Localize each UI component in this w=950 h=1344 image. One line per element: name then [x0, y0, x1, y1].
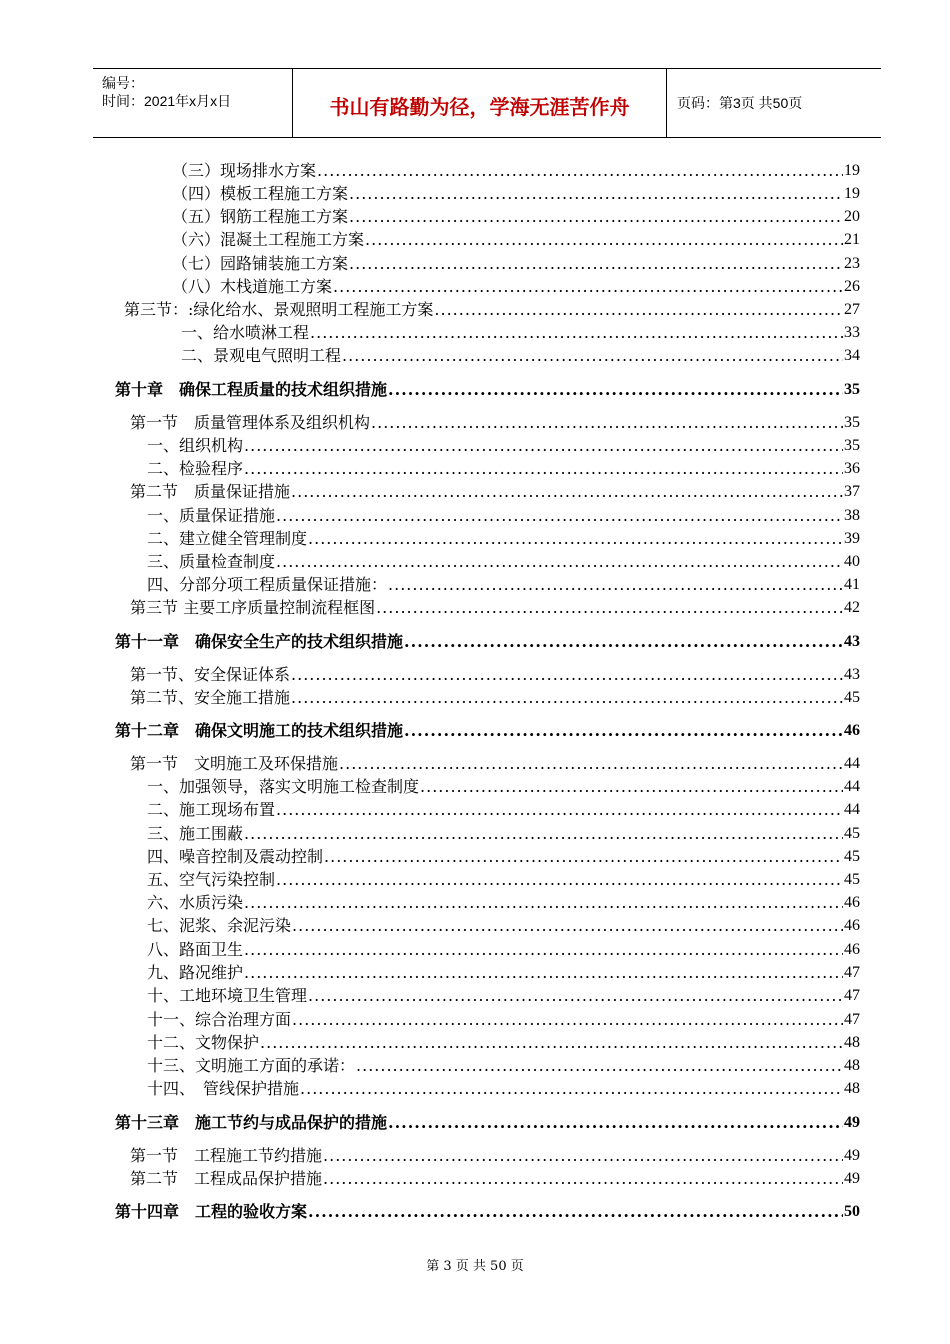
toc-entry[interactable]: 八、路面卫生 ..... 46: [147, 938, 860, 960]
toc-entry[interactable]: 三、质量检查制度 ..... 40: [147, 550, 860, 572]
toc-entry[interactable]: 六、水质污染 ..... 46: [147, 891, 860, 913]
toc-entry[interactable]: 三、施工围蔽 ..... 45: [147, 822, 860, 844]
toc-entry[interactable]: 十、工地环境卫生管理 ..... 47: [147, 984, 860, 1006]
toc-chapter[interactable]: 第十一章 确保安全生产的技术组织措施 ..... 43: [115, 630, 860, 652]
toc-entry[interactable]: 第一节、安全保证体系 ..... 43: [130, 663, 860, 685]
toc-entry[interactable]: （六）混凝土工程施工方案 ..... 21: [172, 228, 860, 250]
header-page-label: 页码：第3页 共50页: [677, 95, 803, 111]
toc-entry[interactable]: 四、分部分项工程质量保证措施： ..... 41: [147, 573, 860, 595]
toc-entry[interactable]: 一、加强领导，落实文明施工检查制度 ..... 44: [147, 775, 860, 797]
header-motto: 书山有路勤为径，学海无涯苦作舟: [329, 95, 630, 119]
toc-entry[interactable]: 二、建立健全管理制度 ..... 39: [147, 527, 860, 549]
toc-entry[interactable]: 第二节、安全施工措施 ..... 45: [130, 686, 860, 708]
toc-entry[interactable]: 十二、文物保护 ..... 48: [147, 1031, 860, 1053]
toc-entry[interactable]: （五）钢筋工程施工方案 ..... 20: [172, 205, 860, 227]
toc-entry[interactable]: 七、泥浆、余泥污染 ..... 46: [147, 914, 860, 936]
toc-entry[interactable]: 四、噪音控制及震动控制 ..... 45: [147, 845, 860, 867]
toc-entry[interactable]: 一、给水喷淋工程 ..... 33: [181, 321, 860, 343]
toc-entry[interactable]: 五、空气污染控制 ..... 45: [147, 868, 860, 890]
toc-entry[interactable]: 第一节 质量管理体系及组织机构 ..... 35: [130, 411, 860, 433]
toc-entry[interactable]: 第三节 主要工序质量控制流程框图 ..... 42: [130, 596, 860, 618]
toc-entry[interactable]: （八）木栈道施工方案 ..... 26: [172, 275, 860, 297]
toc-entry[interactable]: （四）模板工程施工方案 ..... 19: [172, 182, 860, 204]
toc-entry[interactable]: （三）现场排水方案 ..... 19: [172, 159, 860, 181]
document-time-label: 时间：2021年x月x日: [102, 93, 232, 109]
document-number-label: 编号：: [102, 75, 144, 91]
page-footer: 第 3 页 共 50 页: [426, 1259, 524, 1274]
toc-entry[interactable]: （七）园路铺装施工方案 ..... 23: [172, 252, 860, 274]
toc-entry[interactable]: 二、施工现场布置 ..... 44: [147, 798, 860, 820]
toc-entry[interactable]: 第三节：:绿化给水、景观照明工程施工方案 ..... 27: [124, 298, 860, 320]
toc-entry[interactable]: 第二节 质量保证措施 ..... 37: [130, 480, 860, 502]
toc-chapter[interactable]: 第十章 确保工程质量的技术组织措施 ..... 35: [115, 378, 860, 400]
toc-entry[interactable]: 第一节 文明施工及环保措施 ..... 44: [130, 752, 860, 774]
toc-entry[interactable]: 一、组织机构 ..... 35: [147, 434, 860, 456]
toc-entry[interactable]: 九、路况维护 ..... 47: [147, 961, 860, 983]
toc-entry[interactable]: 十三、文明施工方面的承诺： ..... 48: [147, 1054, 860, 1076]
toc-entry[interactable]: 一、质量保证措施 ..... 38: [147, 504, 860, 526]
toc-entry[interactable]: 十一、综合治理方面 ..... 47: [147, 1008, 860, 1030]
toc-chapter[interactable]: 第十四章 工程的验收方案 ..... 50: [115, 1200, 860, 1222]
toc-entry[interactable]: 二、检验程序 ..... 36: [147, 457, 860, 479]
toc-chapter[interactable]: 第十三章 施工节约与成品保护的措施 ..... 49: [115, 1111, 860, 1133]
toc-entry[interactable]: 第二节 工程成品保护措施 ..... 49: [130, 1167, 860, 1189]
toc-entry[interactable]: 二、景观电气照明工程 ..... 34: [181, 344, 860, 366]
toc-chapter[interactable]: 第十二章 确保文明施工的技术组织措施 ..... 46: [115, 719, 860, 741]
toc-entry[interactable]: 十四、 管线保护措施 ..... 48: [147, 1077, 860, 1099]
toc-entry[interactable]: 第一节 工程施工节约措施 ..... 49: [130, 1144, 860, 1166]
